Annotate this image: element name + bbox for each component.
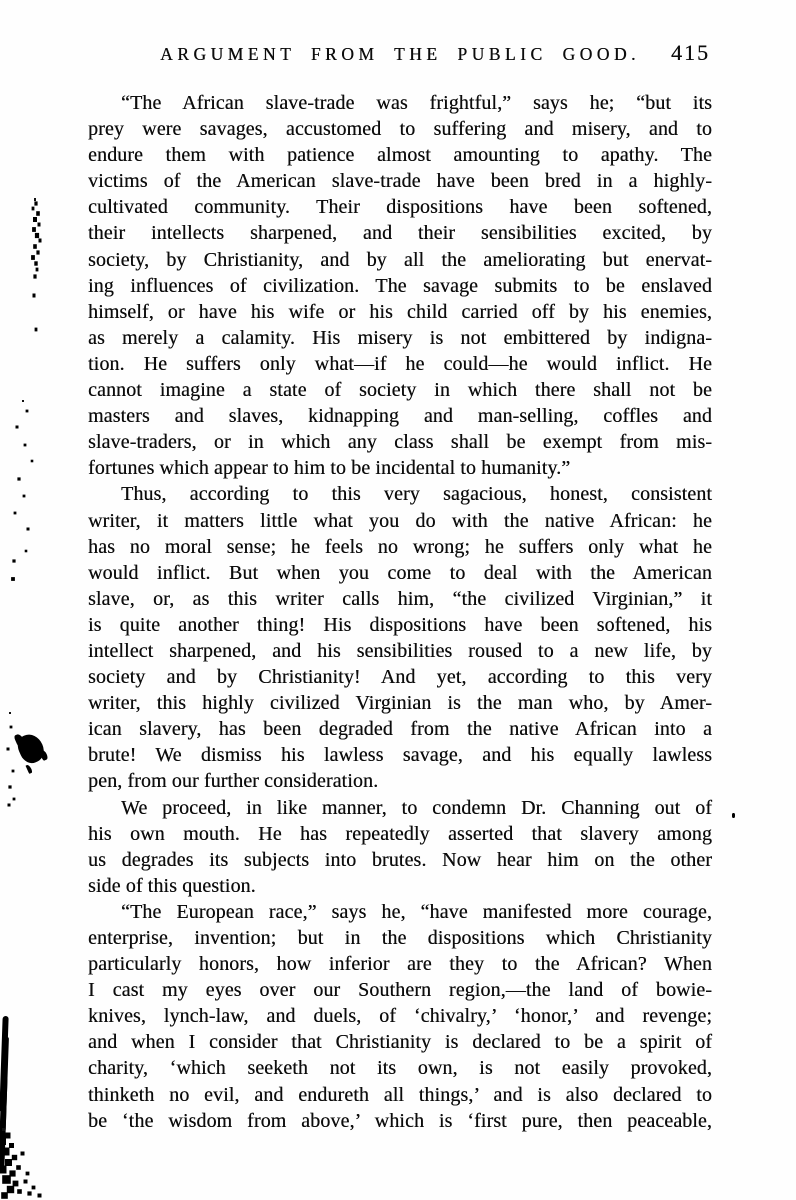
text-line: society, by Christianity, and by all the ameliorating but enervat- [88, 248, 712, 271]
text-line: ican slavery, has been degraded from the native African into a [88, 718, 712, 741]
text-line: is quite another thing! His dispositions have been softened, his [88, 613, 712, 636]
text-line: as merely a calamity. His misery is not embittered by indigna- [88, 326, 712, 349]
text-line: I cast my eyes over our Southern region,—the land of bowie- [88, 979, 712, 1002]
text-line: victims of the American slave-trade have been bred in a highly- [88, 170, 712, 193]
scan-speckle-streak [34, 198, 36, 201]
text-line: charity, ‘which seeketh not its own, is not easily provoked, [88, 1057, 712, 1080]
text-line: would inflict. But when you come to deal with the American [88, 561, 712, 584]
text-line: knives, lynch-law, and duels, of ‘chivalry,’ ‘honor,’ and revenge; [88, 1005, 712, 1028]
scan-corner-smudge [2, 1128, 5, 1131]
text-line: writer, this highly civilized Virginian is the man who, by Amer- [88, 692, 712, 715]
text-line: slave-traders, or in which any class shall be exempt from mis- [88, 431, 712, 454]
text-line: intellect sharpened, and his sensibilities roused to a new life, by [88, 639, 712, 662]
scan-speckles [22, 400, 24, 402]
scan-dot-artifact [732, 813, 735, 818]
text-line: be ‘the wisdom from above,’ which is ‘first pure, then peaceable, [88, 1109, 712, 1132]
text-line: We proceed, in like manner, to condemn Dr. Channing out of [121, 796, 712, 819]
text-line: us degrades its subjects into brutes. Now hear him on the other [88, 848, 712, 871]
text-line: himself, or have his wife or his child carried off by his enemies, [88, 300, 712, 323]
text-line: endure them with patience almost amounting to apathy. The [88, 144, 712, 167]
page-number: 415 [671, 40, 710, 65]
text-line: his own mouth. He has repeatedly asserted that slavery among [88, 822, 712, 845]
text-line: pen, from our further consideration. [88, 770, 379, 793]
text-line: cultivated community. Their dispositions have been softened, [88, 196, 712, 219]
text-line: has no moral sense; he feels no wrong; he suffers only what he [88, 535, 712, 558]
running-head [88, 40, 712, 70]
running-head-title: ARGUMENT FROM THE PUBLIC GOOD. [160, 44, 640, 64]
text-line: “The European race,” says he, “have manifested more courage, [121, 900, 712, 923]
text-line: enterprise, invention; but in the dispositions which Christianity [88, 927, 712, 949]
text-line: masters and slaves, kidnapping and man-selling, coffles and [88, 405, 712, 428]
text-line: fortunes which appear to him to be incidental to humanity.” [88, 457, 571, 480]
text-line: thinketh no evil, and endureth all things,’ and is also declared to [88, 1083, 712, 1106]
text-line: Thus, according to this very sagacious, honest, consistent [121, 483, 712, 506]
text-line: cannot imagine a state of society in which there shall not be [88, 379, 712, 402]
scan-edge-streak [0, 1016, 9, 1112]
text-line: prey were savages, accustomed to suffering and misery, and to [88, 118, 712, 141]
text-line: particularly honors, how inferior are they to the African? When [88, 953, 712, 976]
page-body [88, 90, 712, 1134]
text-line: writer, it matters little what you do with the native African: he [88, 509, 712, 532]
text-line: slave, or, as this writer calls him, “the civilized Virginian,” it [88, 587, 712, 610]
ink-blot-artifact [14, 730, 48, 766]
text-line: society and by Christianity! And yet, according to this very [88, 666, 712, 689]
text-line: brute! We dismiss his lawless savage, and his equally lawless [88, 744, 712, 767]
scan-speckles [9, 712, 11, 714]
text-line: tion. He suffers only what—if he could—he would inflict. He [88, 352, 712, 375]
text-line: “The African slave-trade was frightful,” says he; “but its [121, 92, 712, 114]
text-line: their intellects sharpened, and their sensibilities excited, by [88, 222, 712, 245]
text-line: side of this question. [88, 874, 256, 897]
text-line: ing influences of civilization. The savage submits to be enslaved [88, 274, 712, 297]
text-line: and when I consider that Christianity is declared to be a spirit of [88, 1031, 712, 1054]
